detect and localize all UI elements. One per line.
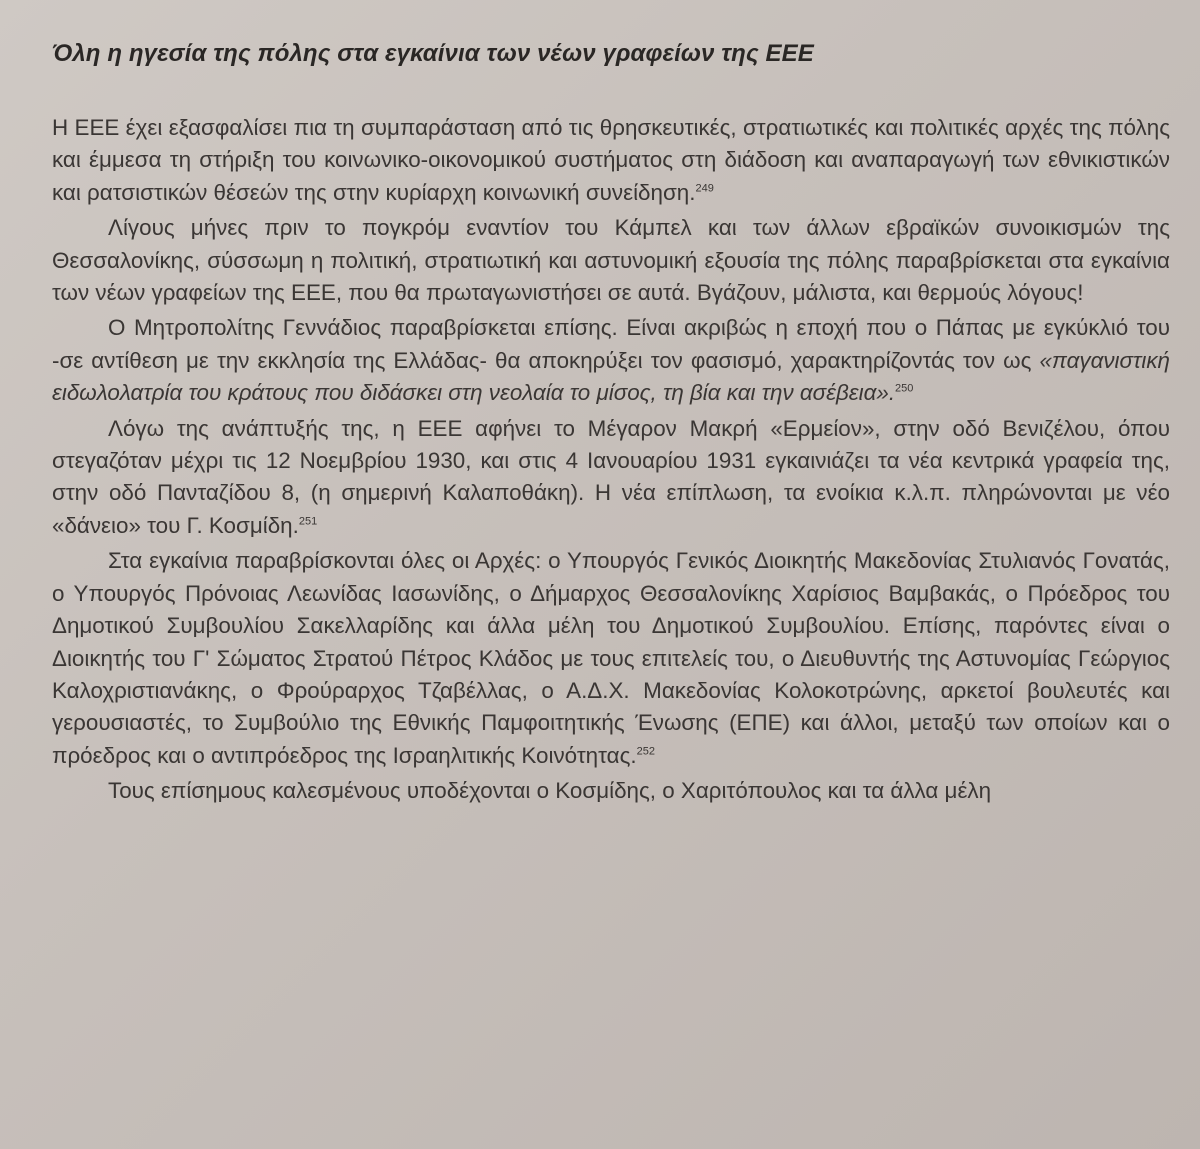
paragraph-text: Λίγους μήνες πριν το πογκρόμ εναντίον του Κάμπελ και των άλλων εβραϊκών συνοικισμών της Θεσσαλονίκης, σύσσωμη η πολιτική, στρατιωτική και αστυνομική εξουσία της πόλης παραβρίσκεται στα εγκαίνια των νέων γραφείων της ΕΕΕ, που θα πρωταγωνιστήσει σε αυτά. Βγάζουν, μάλιστα, και θερμούς λόγους! [52,215,1170,306]
footnote-marker: 251 [298,515,318,528]
paragraph-text: Τους επίσημους καλεσμένους υποδέχονται ο Κοσμίδης, ο Χαριτόπουλος και τα άλλα μέλη [108,778,992,804]
paragraph-text: Στα εγκαίνια παραβρίσκονται όλες οι Αρχές: ο Υπουργός Γενικός Διοικητής Μακεδονίας Στυλιανός Γονατάς, ο Υπουργός Πρόνοιας Λεωνίδας Ιασωνίδης, ο Δήμαρχος Θεσσαλονίκης Χαρίσιος Βαμβακάς, ο Πρόεδρος του Δημοτικού Συμβουλίου Σακελλαρίδης και άλλα μέλη του Δημοτικού Συμβουλίου. Επίσης, παρόντες είναι ο Διοικητής του Γ' Σώματος Στρατού Πέτρος Κλάδος με τους επιτελείς του, ο Διευθυντής της Αστυνομίας Γεώργιος Καλοχριστιανάκης, ο Φρούραρχος Τζαβέλλας, ο Α.Δ.Χ. Μακεδονίας Κολοκοτρώνης, αρκετοί βουλευτές και γερουσιαστές, το Συμβούλιο της Εθνικής Παμφοιτητικής Ένωσης (ΕΠΕ) και άλλοι, μεταξύ των οποίων και ο πρόεδρος και ο αντιπρόεδρος της Ισραηλιτικής Κοινότητας. [52,548,1170,768]
paragraph [52,112,1170,209]
paragraph [52,312,1170,409]
paragraph-text: Λόγω της ανάπτυξής της, η ΕΕΕ αφήνει το Μέγαρον Μακρή «Ερμείον», στην οδό Βενιζέλου, όπου στεγαζόταν μέχρι τις 12 Νοεμβρίου 1930, και στις 4 Ιανουαρίου 1931 εγκαινιάζει τα νέα κεντρικά γραφεία της, στην οδό Πανταζίδου 8, (η σημερινή Καλαποθάκη). Η νέα επίπλωση, τα ενοίκια κ.λ.π. πληρώνονται με νέο «δάνειο» του Γ. Κοσμίδη. [52,415,1170,538]
footnote-marker: 252 [636,745,655,758]
footnote-marker: 250 [895,382,914,395]
paragraph [52,775,1170,807]
section-heading: Όλη η ηγεσία της πόλης στα εγκαίνια των νέων γραφείων της ΕΕΕ [52,40,814,67]
paragraph [52,212,1170,309]
paragraph [52,413,1170,543]
footnote-marker: 249 [695,182,714,195]
paragraph-text: Η ΕΕΕ έχει εξασφαλίσει πια τη συμπαράσταση από τις θρησκευτικές, στρατιωτικές και πολιτικές αρχές της πόλης και έμμεσα τη στήριξη του κοινωνικο-οικονομικού συστήματος στη διάδοση και αναπαραγωγή των εθνικιστικών και ρατσιστικών θέσεών της στην κυρίαρχη κοινωνική συνείδηση. [52,115,1170,205]
paragraph-text: Ο Μητροπολίτης Γεννάδιος παραβρίσκεται επίσης. Είναι ακριβώς η εποχή που ο Πάπας με εγκύκλιό του -σε αντίθεση με την εκκλησία της Ελλάδας- θα αποκηρύξει τον φασισμό, χαρακτηρίζοντάς τον ως [52,315,1170,373]
body-text [52,112,1170,808]
paragraph [52,545,1170,772]
pope-quote: «παγανιστική ειδωλολατρία του κράτους που διδάσκει στη νεολαία το μίσος, τη βία και την ασέβεια». [52,347,1170,406]
